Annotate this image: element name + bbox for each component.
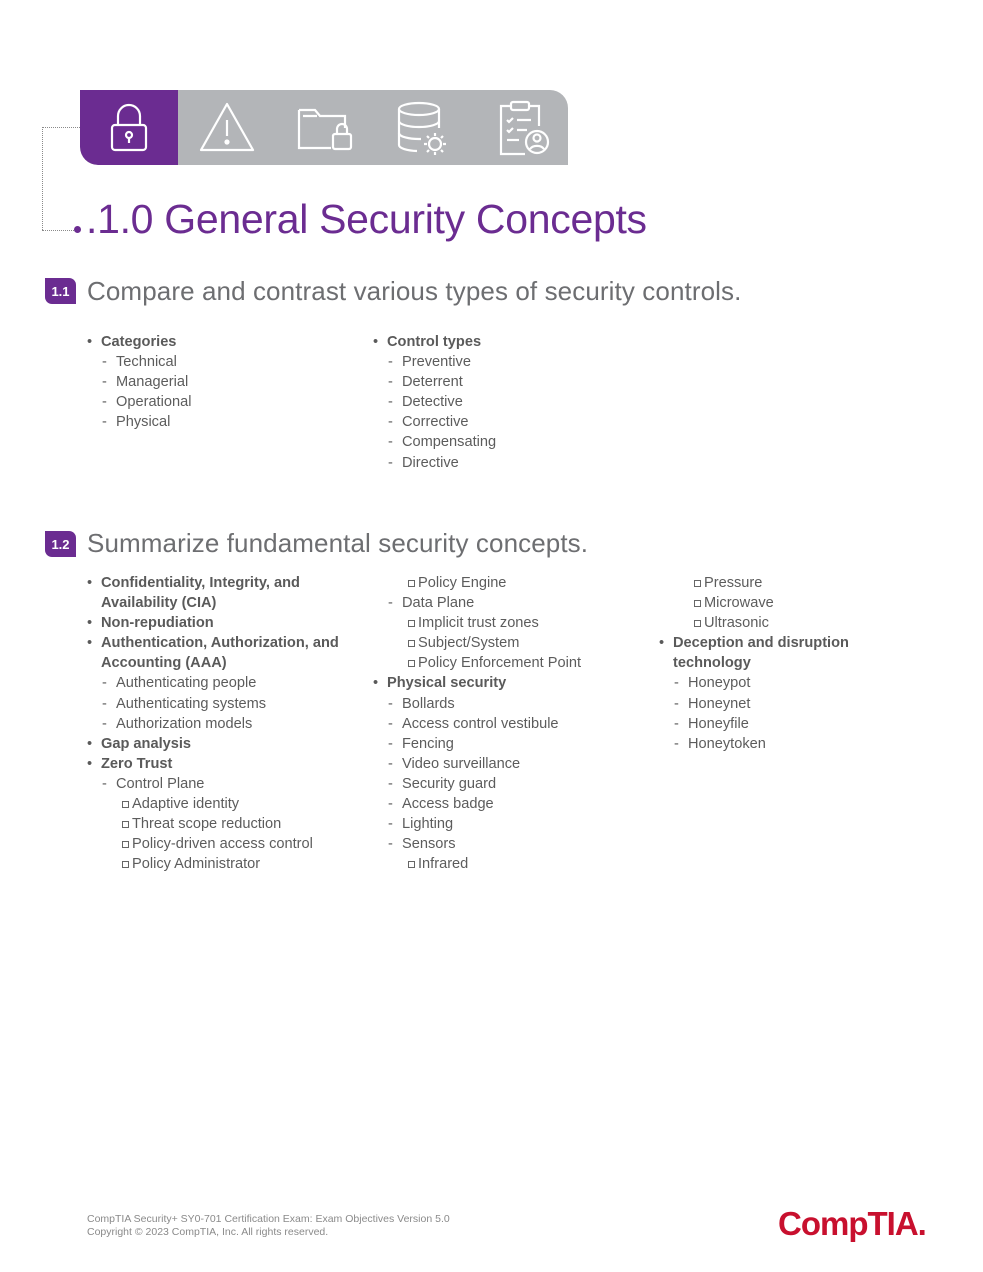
objective-subitem: - Fencing [373,734,581,754]
objective-subitem: - Deterrent [373,372,496,392]
objective-subitem: - Operational [87,392,191,412]
tab-operations[interactable] [374,90,472,165]
objective-subitem: - Detective [373,392,496,412]
objective-subsubitem: Subject/System [373,633,581,653]
section-title: Summarize fundamental security concepts. [87,528,589,558]
objective-subitem: - Control Plane [87,774,339,794]
objective-subitem: - Directive [373,453,496,473]
objective-subitem: - Managerial [87,372,191,392]
objective-item: technology [673,655,751,672]
objective-item: • Gap analysis [87,734,339,754]
footer [87,1213,450,1239]
footer-copyright: Copyright © 2023 CompTIA, Inc. All rights reserved. [87,1226,329,1238]
objective-subsubitem: Threat scope reduction [87,814,339,834]
objective-item: Availability (CIA) [101,595,217,612]
objective-subsubitem: Implicit trust zones [373,613,581,633]
bracket-line-vertical [42,127,43,230]
objective-subitem: - Preventive [373,352,496,372]
objective-subitem: - Honeyfile [659,714,849,734]
objective-item: • Authentication, Authorization, and [87,633,339,653]
objective-column [659,573,849,754]
objective-column [87,573,339,874]
objective-subitem: - Honeypot [659,673,849,693]
objective-subitem: - Authenticating systems [87,694,339,714]
objective-subsubitem: Ultrasonic [659,613,849,633]
objective-subsubitem: Policy Enforcement Point [373,653,581,673]
section-number-badge: 1.1 [45,278,76,304]
title-dot [74,226,81,233]
section-title: Compare and contrast various types of security controls. [87,276,742,306]
objective-item: • Control types [373,332,496,352]
objective-subitem: - Sensors [373,834,581,854]
objective-item: • Categories [87,332,191,352]
objective-column [373,332,496,473]
objective-subitem: - Corrective [373,412,496,432]
objective-subsubitem: Infrared [373,854,581,874]
page-title: .1.0 General Security Concepts [86,196,647,242]
objective-subitem: - Honeytoken [659,734,849,754]
objective-column [373,573,581,874]
objective-subitem: - Access control vestibule [373,714,581,734]
tab-architecture[interactable] [276,90,374,165]
clipboard-user-icon [491,98,551,158]
objective-subitem: - Bollards [373,694,581,714]
objective-subitem: - Data Plane [373,593,581,613]
objective-subsubitem: Pressure [659,573,849,593]
objective-subsubitem: Policy Administrator [87,854,339,874]
tab-threats[interactable] [178,90,276,165]
lock-icon [99,98,159,158]
objective-subitem: - Authorization models [87,714,339,734]
bracket-line-bottom [42,230,76,231]
objective-subsubitem: Adaptive identity [87,794,339,814]
warning-icon [197,98,257,158]
objective-subitem: - Lighting [373,814,581,834]
objective-item: • Zero Trust [87,754,339,774]
comptia-logo: CompTIA. [778,1205,926,1242]
objective-subsubitem: Policy-driven access control [87,834,339,854]
tab-governance[interactable] [472,90,568,165]
objective-item: • Physical security [373,673,581,693]
objective-column [87,332,191,432]
tab-general-security[interactable] [80,90,178,165]
objective-subitem: - Physical [87,412,191,432]
objective-subitem: - Security guard [373,774,581,794]
section-number-badge: 1.2 [45,531,76,557]
objective-subsubitem: Policy Engine [373,573,581,593]
database-gear-icon [393,98,453,158]
objective-item: Accounting (AAA) [101,655,227,672]
objective-item: • Deception and disruption [659,633,849,653]
objective-subitem: - Technical [87,352,191,372]
folder-lock-icon [295,98,355,158]
objective-subsubitem: Microwave [659,593,849,613]
objective-subitem: - Authenticating people [87,673,339,693]
objective-subitem: - Access badge [373,794,581,814]
objective-item: • Confidentiality, Integrity, and [87,573,339,593]
bracket-line-top [42,127,80,128]
footer-exam-line: CompTIA Security+ SY0-701 Certification Exam: Exam Objectives Version 5.0 [87,1213,450,1225]
objective-subitem: - Honeynet [659,694,849,714]
objective-item: • Non-repudiation [87,613,339,633]
domain-tab-bar [80,90,568,165]
objective-subitem: - Video surveillance [373,754,581,774]
objective-subitem: - Compensating [373,432,496,452]
